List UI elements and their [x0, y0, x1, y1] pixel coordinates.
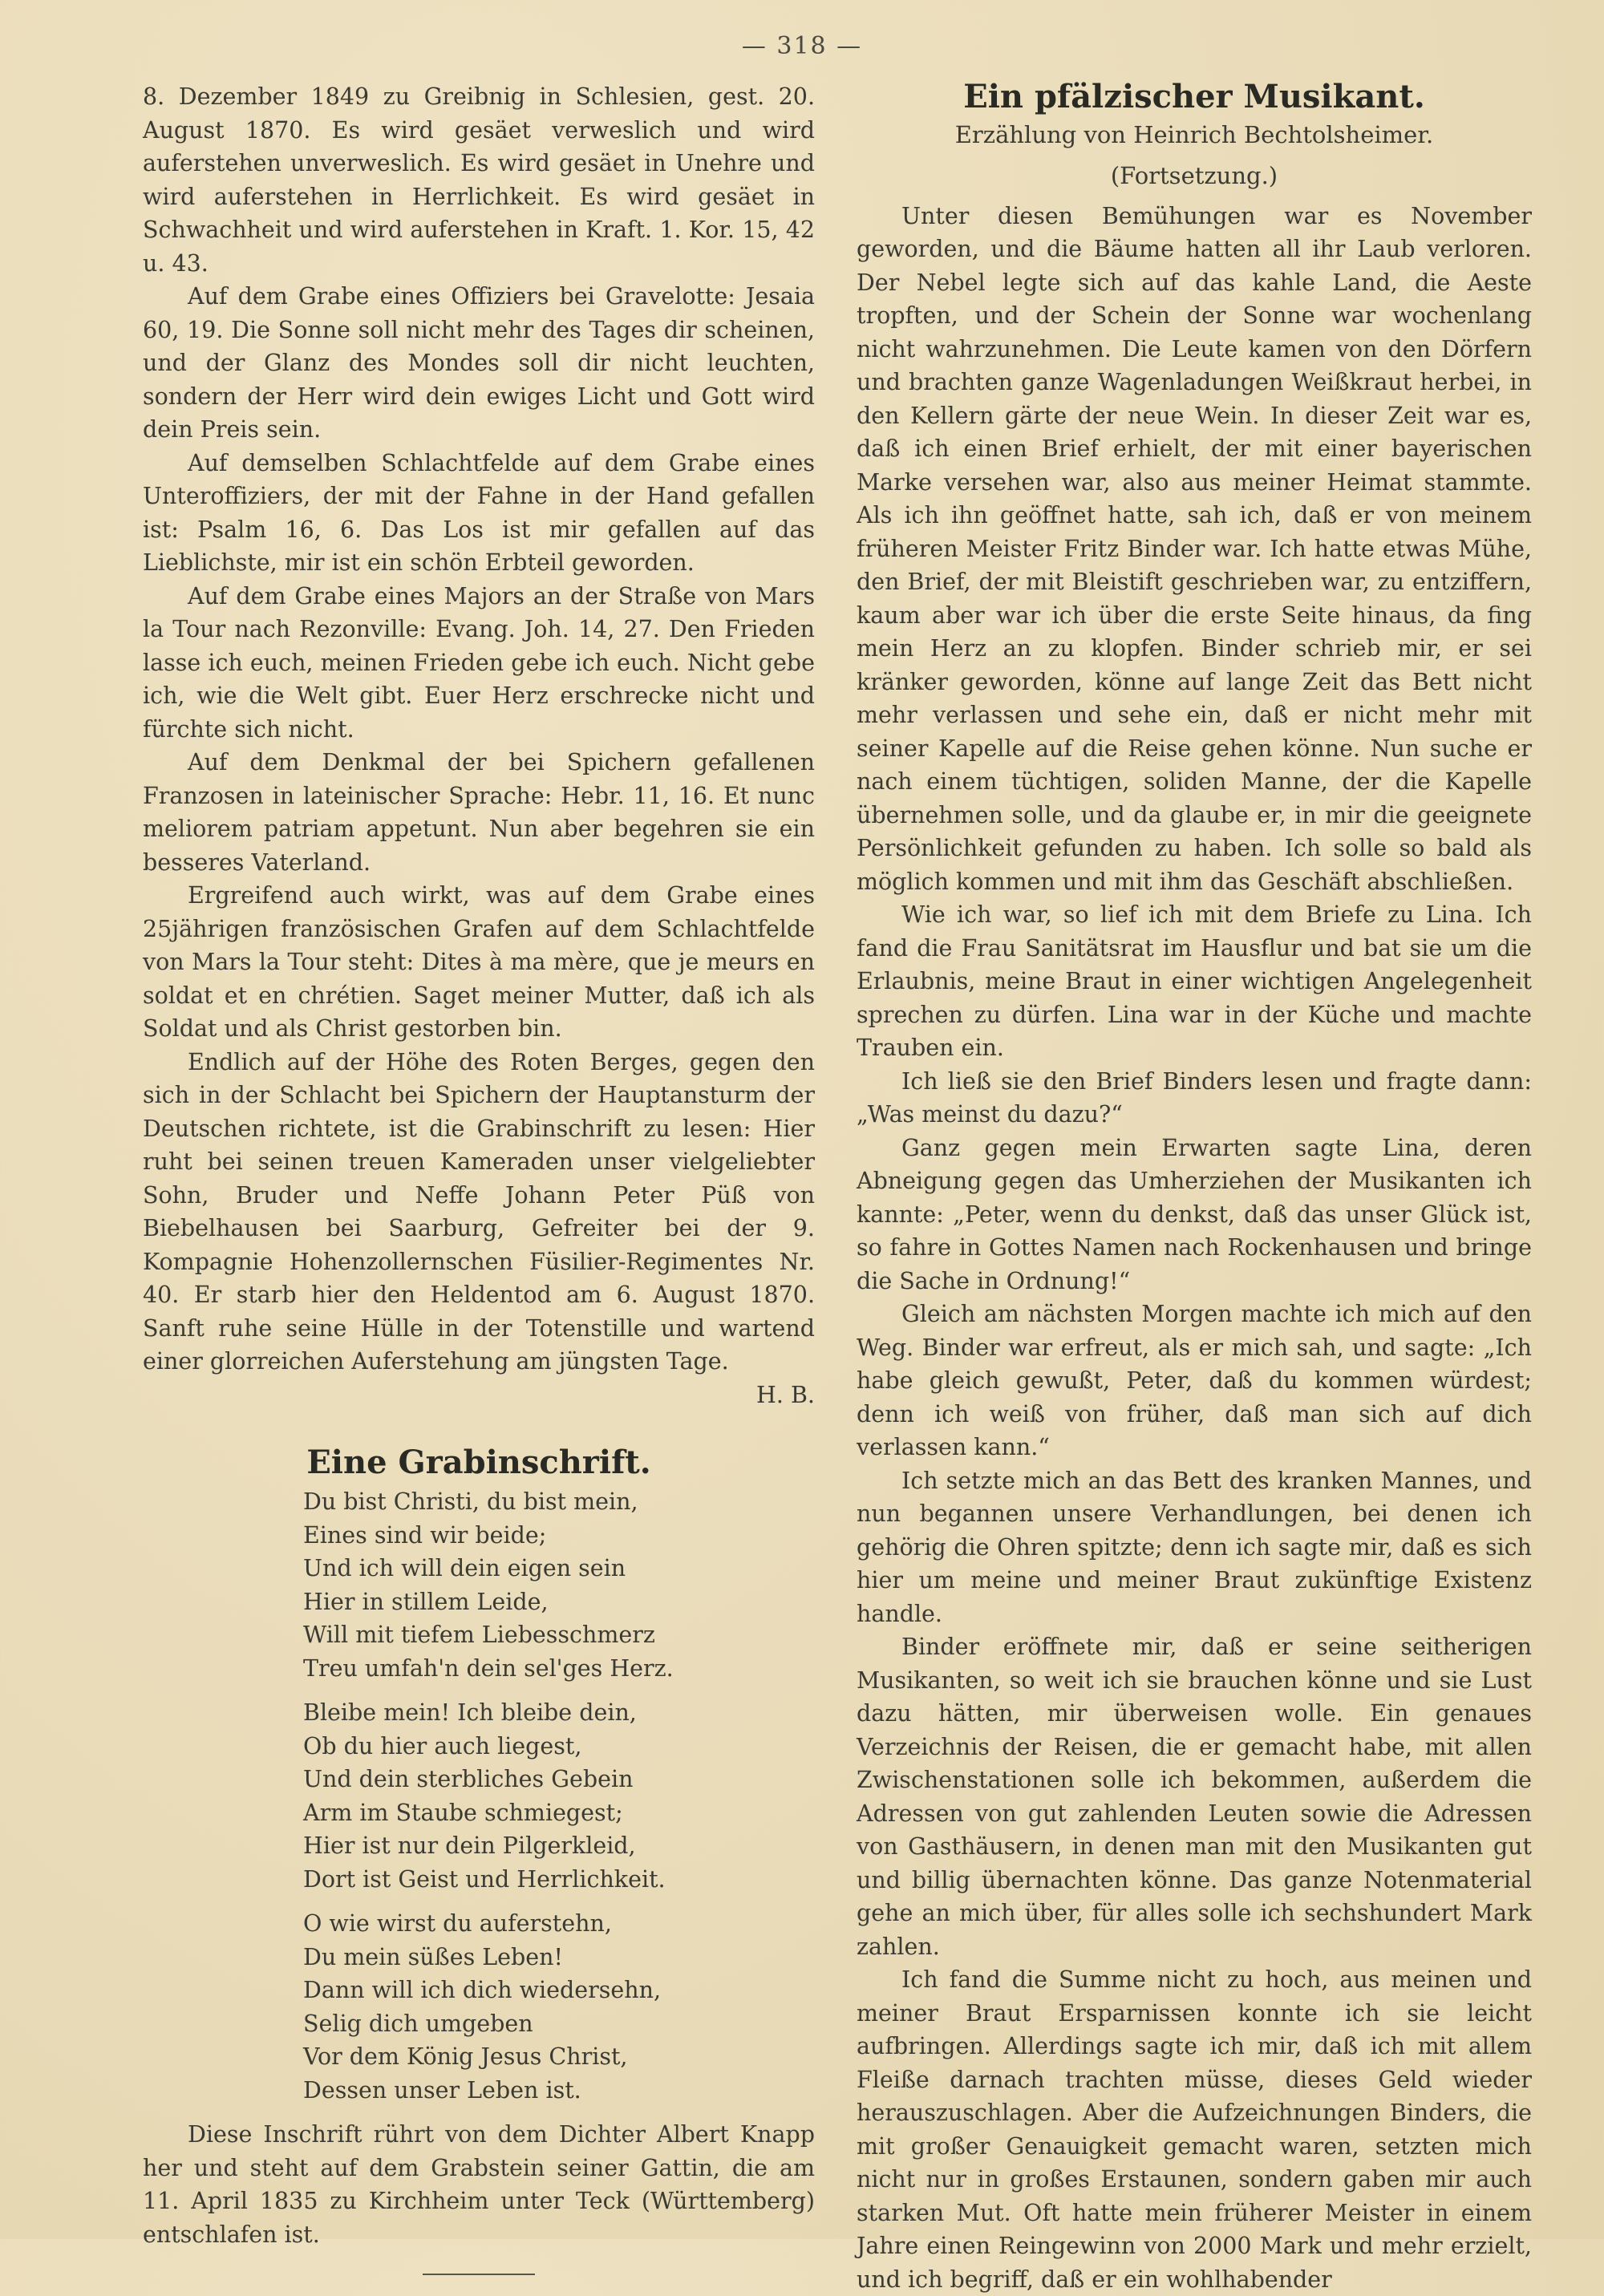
poem-line: Will mit tiefem Liebesschmerz	[303, 1622, 655, 1648]
paragraph: Wie ich war, so lief ich mit dem Briefe zu Lina. Ich fand die Frau Sanitätsrat im Hausflur und bat sie um die Erlaubnis, meine Braut in einer wichtigen Angelegenheit sprechen zu dürfen. Lina war in der Küche und machte Trauben ein.	[857, 901, 1532, 1061]
poem-note: Diese Inschrift rührt von dem Dichter Albert Knapp her und steht auf dem Grabstein seiner Gattin, die am 11. April 1835 zu Kirchheim unter Teck (Württemberg) entschlafen ist.	[143, 2121, 815, 2248]
story-title: Ein pfälzischer Musikant.	[963, 78, 1425, 115]
poem-line: Du bist Christi, du bist mein,	[303, 1488, 638, 1515]
poem-line: Du mein süßes Leben!	[303, 1943, 563, 1970]
continuation-note: (Fortsetzung.)	[1110, 162, 1278, 189]
right-column	[857, 80, 1532, 2296]
paragraph	[143, 1046, 815, 1408]
paragraph: Ganz gegen mein Erwarten sagte Lina, deren Abneigung gegen das Umherziehen der Musikanten ich kannte: „Peter, wenn du denkst, daß das unser Glück ist, so fahre in Gottes Namen nach Rockenhausen und bringe die Sache in Ordnung!“	[857, 1134, 1532, 1294]
poem-stanza	[143, 1907, 815, 2107]
paragraph: Ich fand die Summe nicht zu hoch, aus meinen und meiner Braut Ersparnissen konnte ich sie leicht aufbringen. Allerdings sagte ich mir, daß ich mit allem Fleiße darnach trachten müsse, dieses Geld wieder herauszuschlagen. Aber die Aufzeichnungen Binders, die mit großer Genauigkeit gemacht waren, setzten mich nicht nur in großes Erstaunen, sondern gaben mir auch starken Mut. Oft hatte mein früherer Meister in einem Jahre einen Reingewinn von 2000 Mark und mehr erzielt, und ich begriff, daß er ein wohlhabender	[857, 1966, 1532, 2293]
paragraph: Ich setzte mich an das Bett des kranken Mannes, und nun begannen unsere Verhandlungen, bei denen ich gehörig die Ohren spitzte; denn ich sagte mir, daß es sich hier um meine und meiner Braut zukünftige Existenz handle.	[857, 1467, 1532, 1627]
author-signature: H. B.	[756, 1381, 815, 1408]
paragraph: Auf dem Grabe eines Majors an der Straße von Mars la Tour nach Rezonville: Evang. Joh. 14, 27. Den Frieden lasse ich euch, meinen Frieden gebe ich euch. Nicht gebe ich, wie die Welt gibt. Euer Herz erschrecke nicht und fürchte sich nicht.	[143, 582, 815, 743]
paragraph: Auf dem Denkmal der bei Spichern gefallenen Franzosen in lateinischer Sprache: Hebr. 11, 16. Et nunc meliorem patriam appetunt. Nun aber begehren sie ein besseres Vaterland.	[143, 749, 815, 876]
paragraph: 8. Dezember 1849 zu Greibnig in Schlesien, gest. 20. August 1870. Es wird gesäet verweslich und wird auferstehen unverweslich. Es wird gesäet in Unehre und wird auferstehen in Herrlichkeit. Es wird gesäet in Schwachheit und wird auferstehen in Kraft. 1. Kor. 15, 42 u. 43.	[143, 83, 815, 277]
poem-line: Dort ist Geist und Herrlichkeit.	[303, 1865, 666, 1893]
poem-line: Hier in stillem Leide,	[303, 1588, 549, 1615]
paragraph: Auf demselben Schlachtfelde auf dem Grabe eines Unteroffiziers, der mit der Fahne in der Hand gefallen ist: Psalm 16, 6. Das Los ist mir gefallen auf das Lieblichste, mir ist ein schön Erbteil geworden.	[143, 449, 815, 576]
paragraph: Auf dem Grabe eines Offiziers bei Gravelotte: Jesaia 60, 19. Die Sonne soll nicht mehr des Tages dir scheinen, und der Glanz des Mondes soll dir nicht leuchten, sondern der Herr wird dein ewiges Licht und Gott wird dein Preis sein.	[143, 283, 815, 443]
poem-line: Arm im Staube schmiegest;	[303, 1799, 623, 1826]
poem-line: Dann will ich dich wiedersehn,	[303, 1977, 662, 2003]
paragraph: Gleich am nächsten Morgen machte ich mich auf den Weg. Binder war erfreut, als er mich sah, und sagte: „Ich habe gleich gewußt, Peter, daß du kommen würdest; denn ich weiß von früher, daß man sich auf dich verlassen kann.“	[857, 1301, 1532, 1460]
poem-line: Bleibe mein! Ich bleibe dein,	[303, 1699, 637, 1726]
page-number: — 318 —	[741, 32, 863, 60]
poem-title: Eine Grabinschrift.	[306, 1443, 651, 1481]
poem-stanza	[143, 1485, 815, 1685]
story-subtitle: Erzählung von Heinrich Bechtolsheimer.	[954, 120, 1434, 148]
poem-line: Eines sind wir beide;	[303, 1521, 547, 1549]
paragraph: Ich ließ sie den Brief Binders lesen und fragte dann: „Was meinst du dazu?“	[857, 1067, 1532, 1128]
poem-line: O wie wirst du auferstehn,	[303, 1910, 612, 1937]
poem-line: Hier ist nur dein Pilgerkleid,	[303, 1832, 636, 1859]
poem-line: Treu umfah'n dein sel'ges Herz.	[303, 1654, 674, 1682]
poem-stanza	[143, 1696, 815, 1896]
poem-line: Selig dich umgeben	[303, 2010, 533, 2037]
poem-line: Dessen unser Leben ist.	[303, 2076, 581, 2104]
paragraph-text: Endlich auf der Höhe des Roten Berges, gegen den sich in der Schlacht bei Spichern der Hauptansturm der Deutschen richtete, ist die Grabinschrift zu lesen: Hier ruht bei seinen treuen Kameraden unser vielgeliebter Sohn, Bruder und Neffe Johann Peter Püß von Biebelhausen bei Saarburg, Gefreiter bei der 9. Kompagnie Hohenzollernschen Füsilier-Regimentes Nr. 40. Er starb hier den Heldentod am 6. August 1870. Sanft ruhe seine Hülle in der Totenstille und wartend einer glorreichen Auferstehung am jüngsten Tage.	[143, 1048, 815, 1375]
poem-line: Und ich will dein eigen sein	[303, 1555, 626, 1581]
paragraph: Ergreifend auch wirkt, was auf dem Grabe eines 25jährigen französischen Grafen auf dem Schlachtfelde von Mars la Tour steht: Dites à ma mère, que je meurs en soldat et en chrétien. Saget meiner Mutter, daß ich als Soldat und als Christ gestorben bin.	[143, 882, 815, 1042]
poem-line: Ob du hier auch liegest,	[303, 1732, 582, 1759]
poem-line: Vor dem König Jesus Christ,	[303, 2043, 628, 2070]
left-column	[143, 80, 815, 2275]
section-divider	[423, 2274, 535, 2275]
paragraph: Binder eröffnete mir, daß er seine seitherigen Musikanten, so weit ich sie brauchen könne und sie Lust dazu hätten, mir überweisen wolle. Ein genaues Verzeichnis der Reisen, die er gemacht habe, mit allen Zwischenstationen solle ich bekommen, außerdem die Adressen von gut zahlenden Leuten sowie die Adressen von Gasthäusern, in denen man mit den Musikanten gut und billig übernachten könne. Das ganze Notenmaterial gehe an mich über, für alles solle ich sechshundert Mark zahlen.	[857, 1634, 1532, 1960]
poem-line: Und dein sterbliches Gebein	[303, 1766, 634, 1792]
paragraph: Unter diesen Bemühungen war es November geworden, und die Bäume hatten all ihr Laub verloren. Der Nebel legte sich auf das kahle Land, die Aeste tropften, und der Schein der Sonne war wochenlang nicht wahrzunehmen. Die Leute kamen von den Dörfern und brachten ganze Wagenladungen Weißkraut herbei, in den Kellern gärte der neue Wein. In dieser Zeit war es, daß ich einen Brief erhielt, der mit einer bayerischen Marke versehen war, also aus meiner Heimat stammte. Als ich ihn geöffnet hatte, sah ich, daß er von meinem früheren Meister Fritz Binder war. Ich hatte etwas Mühe, den Brief, der mit Bleistift geschrieben war, zu entziffern, kaum aber war ich über die erste Seite hinaus, da fing mein Herz an zu klopfen. Binder schrieb mir, er sei kränker geworden, könne auf lange Zeit das Bett nicht mehr verlassen und sehe ein, daß er nicht mehr mit seiner Kapelle auf die Reise gehen könne. Nun suche er nach einem tüchtigen, soliden Manne, der die Kapelle übernehmen solle, und da glaube er, in mir die geeignete Persönlichkeit gefunden zu haben. Ich solle so bald als möglich kommen und mit ihm das Geschäft abschließen.	[857, 202, 1532, 895]
